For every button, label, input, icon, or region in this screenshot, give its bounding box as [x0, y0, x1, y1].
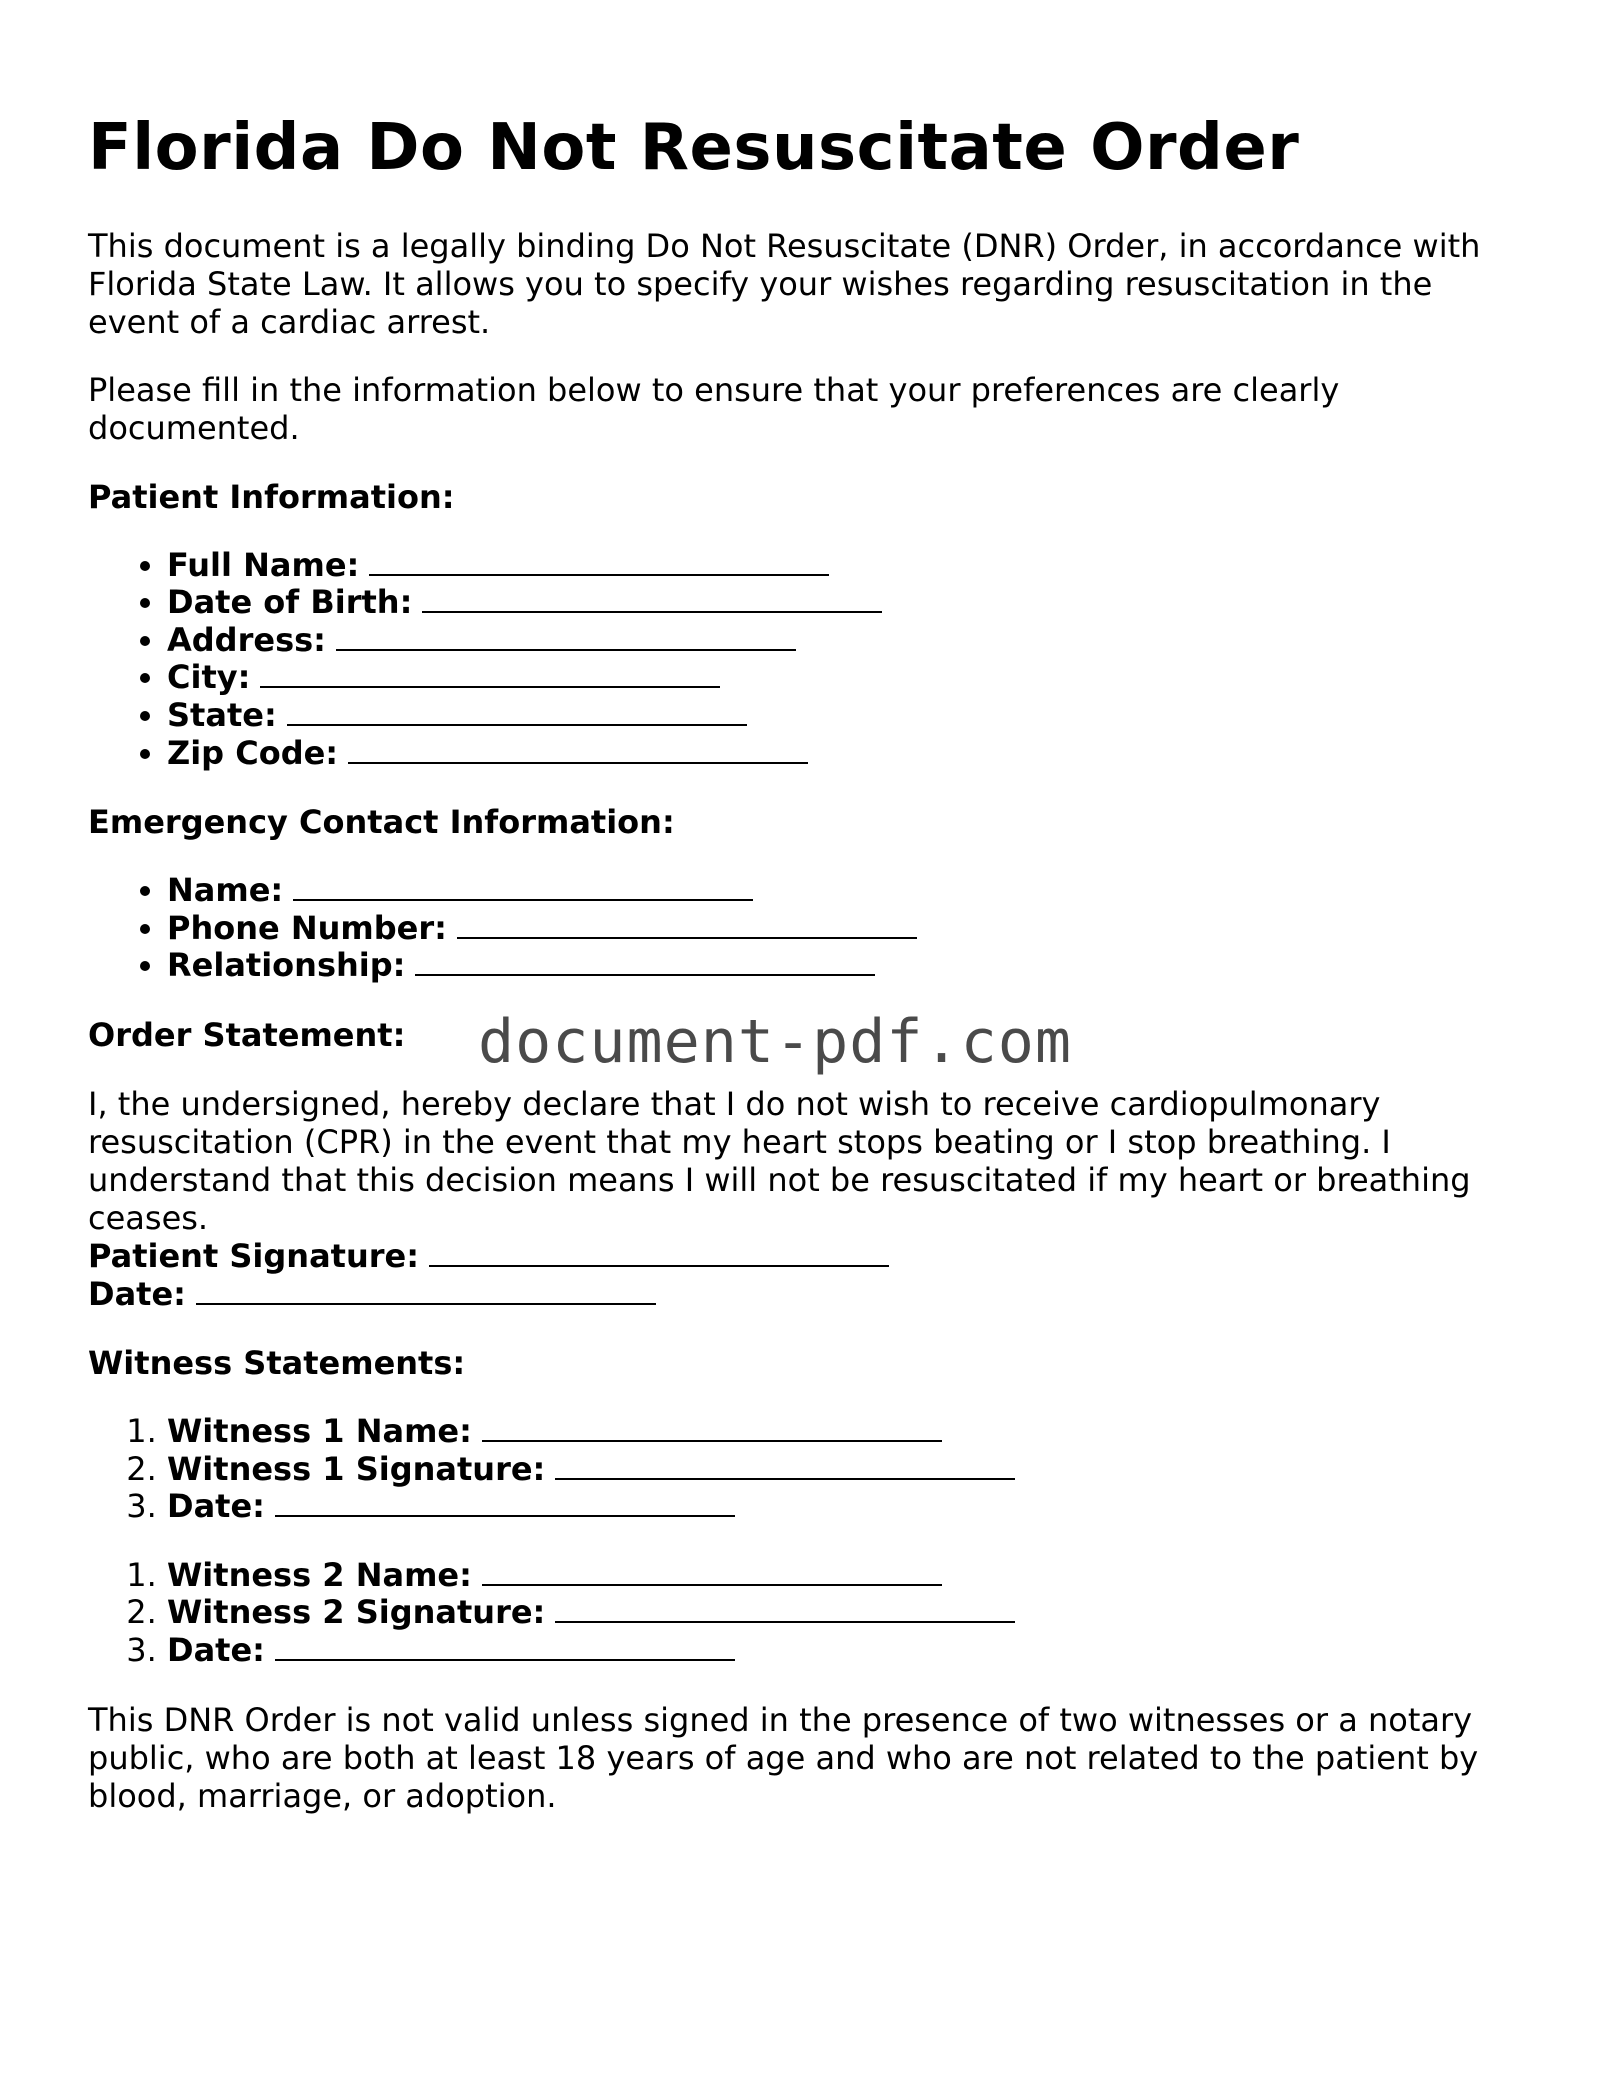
state-field[interactable] [287, 698, 747, 726]
list-item [167, 547, 1528, 585]
city-label: City: [167, 658, 251, 697]
patient-signature-field[interactable] [429, 1239, 889, 1267]
list-item [167, 735, 1528, 773]
watermark: document-pdf.com [478, 1007, 1072, 1077]
phone-number-label: Phone Number: [167, 908, 447, 947]
order-statement-heading: Order Statement: [88, 1015, 406, 1054]
document-page [88, 0, 1528, 1815]
list-item [167, 1632, 1528, 1670]
contact-name-label: Name: [167, 871, 284, 910]
phone-number-field[interactable] [457, 911, 917, 939]
witness-2-list [88, 1557, 1528, 1670]
list-item [167, 1594, 1528, 1632]
zip-code-label: Zip Code: [167, 733, 339, 772]
date-label: Date: [88, 1274, 186, 1313]
witness-1-name-label: Witness 1 Name: [167, 1411, 472, 1450]
order-statement-text: I, the undersigned, hereby declare that I do not wish to receive cardiopulmonary resuscitation (CPR) in the event that my heart stops beating or I stop breathing. I understand that this decision means I will not be resuscitated if my heart or breathing ceases. [88, 1084, 1471, 1237]
list-item [167, 872, 1528, 910]
footer-note: This DNR Order is not valid unless signed in the presence of two witnesses or a notary public, who are both at least 18 years of age and who are not related to the patient by blood, marriage, or adoption. [88, 1700, 1479, 1815]
witness-heading: Witness Statements: [88, 1343, 466, 1382]
state-label: State: [167, 695, 277, 734]
emergency-contact-heading: Emergency Contact Information: [88, 803, 675, 842]
address-field[interactable] [336, 623, 796, 651]
witness-2-signature-field[interactable] [555, 1595, 1015, 1623]
patient-info-heading: Patient Information: [88, 477, 455, 516]
full-name-field[interactable] [369, 548, 829, 576]
list-item [167, 1451, 1528, 1489]
witness-1-list [88, 1413, 1528, 1526]
witness-1-date-label: Date: [167, 1487, 265, 1526]
list-item [167, 622, 1528, 660]
city-field[interactable] [260, 660, 720, 688]
date-of-birth-field[interactable] [422, 585, 882, 613]
witness-2-date-label: Date: [167, 1630, 265, 1669]
list-item [167, 1488, 1528, 1526]
date-field[interactable] [196, 1277, 656, 1305]
relationship-field[interactable] [415, 948, 875, 976]
list-item [167, 659, 1528, 697]
date-row [88, 1275, 1528, 1313]
emergency-contact-list [88, 872, 1528, 985]
patient-signature-label: Patient Signature: [88, 1236, 420, 1275]
patient-signature-row [88, 1237, 1528, 1275]
date-of-birth-label: Date of Birth: [167, 583, 413, 622]
list-item [167, 947, 1528, 985]
full-name-label: Full Name: [167, 545, 360, 584]
witness-1-date-field[interactable] [275, 1489, 735, 1517]
list-item [167, 910, 1528, 948]
witness-2-name-label: Witness 2 Name: [167, 1555, 472, 1594]
patient-info-list [88, 547, 1528, 773]
list-item [167, 697, 1528, 735]
relationship-label: Relationship: [167, 946, 406, 985]
list-item [167, 584, 1528, 622]
list-item [167, 1557, 1528, 1595]
witness-2-signature-label: Witness 2 Signature: [167, 1593, 546, 1632]
document-title: Florida Do Not Resuscitate Order [88, 111, 1300, 185]
witness-2-name-field[interactable] [482, 1558, 942, 1586]
intro-paragraph-2: Please fill in the information below to ensure that your preferences are clearly documented. [88, 370, 1340, 447]
address-label: Address: [167, 620, 326, 659]
contact-name-field[interactable] [293, 873, 753, 901]
list-item [167, 1413, 1528, 1451]
zip-code-field[interactable] [348, 736, 808, 764]
witness-1-signature-label: Witness 1 Signature: [167, 1449, 546, 1488]
witness-1-signature-field[interactable] [555, 1452, 1015, 1480]
intro-paragraph-1: This document is a legally binding Do Not Resuscitate (DNR) Order, in accordance with Florida State Law. It allows you to specify your wishes regarding resuscitation in the event of a cardiac arrest. [88, 226, 1481, 341]
witness-2-date-field[interactable] [275, 1633, 735, 1661]
witness-1-name-field[interactable] [482, 1414, 942, 1442]
